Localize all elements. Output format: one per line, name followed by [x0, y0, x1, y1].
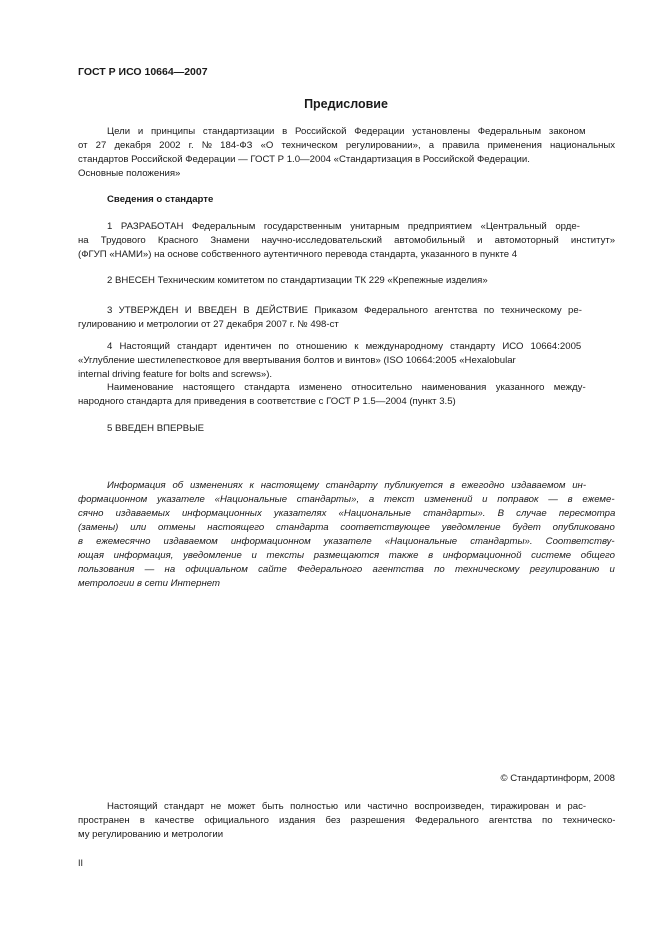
item-line: гулированию и метрологии от 27 декабря 2007 г. № 498-ст — [78, 319, 339, 330]
item-line: на Трудового Красного Знамени научно-исследовательский автомобильный и автомоторный институт» — [78, 235, 616, 246]
intro-line: Основные положения» — [78, 168, 181, 179]
changes-info-paragraph — [78, 479, 615, 591]
item-line: «Углубление шестилепестковое для ввертывания болтов и винтов» (ISO 10664:2005 «Hexalobular — [78, 355, 516, 366]
item-first-time — [78, 422, 615, 436]
copyright-notice: © Стандартинформ, 2008 — [500, 773, 615, 784]
item-identical — [78, 340, 615, 382]
item-line: 4 Настоящий стандарт идентичен по отношению к международному стандарту ИСО 10664:2005 — [107, 341, 582, 352]
item-line: 5 ВВЕДЕН ВПЕРВЫЕ — [107, 423, 205, 434]
intro-line: Цели и принципы стандартизации в Российской Федерации установлены Федеральным законом — [107, 126, 586, 137]
reproduction-line: му регулированию и метрологии — [78, 829, 224, 840]
item-line: 3 УТВЕРЖДЕН И ВВЕДЕН В ДЕЙСТВИЕ Приказом Федерального агентства по техническому ре- — [107, 305, 582, 316]
reproduction-notice — [78, 800, 615, 842]
item-line: (ФГУП «НАМИ») на основе собственного аутентичного перевода стандарта, указанного в пункте 4 — [78, 249, 518, 260]
page-number: II — [78, 858, 84, 868]
changes-info-line: (замены) или отмены настоящего стандарта соответствующее уведомление будет опубликовано — [78, 522, 615, 533]
reproduction-line: пространен в качестве официального издания без разрешения Федерального агентства по техническо- — [78, 815, 616, 826]
item-approved — [78, 304, 615, 332]
item-introduced — [78, 274, 615, 288]
changes-info-line: формационном указателе «Национальные стандарты», а текст изменений и поправок — в ежеме- — [78, 494, 615, 505]
changes-info-line: ющая информация, уведомление и тексты размещаются также в информационной системе общего — [78, 550, 615, 561]
intro-line: от 27 декабря 2002 г. № 184-ФЗ «О техническом регулировании», а правила применения национальных — [78, 140, 616, 151]
document-id: ГОСТ Р ИСО 10664—2007 — [78, 66, 208, 78]
info-heading: Сведения о стандарте — [107, 194, 214, 205]
reproduction-line: Настоящий стандарт не может быть полностью или частично воспроизведен, тиражирован и рас- — [107, 801, 587, 812]
intro-line: стандартов Российской Федерации — ГОСТ Р 1.0—2004 «Стандартизация в Российской Федерации. — [78, 154, 530, 165]
changes-info-line: в ежемесячно издаваемом информационном указателе «Национальные стандарты». Соответству- — [78, 536, 615, 547]
intro-paragraph — [78, 125, 615, 181]
item-line: народного стандарта для приведения в соответствие с ГОСТ Р 1.5—2004 (пункт 3.5) — [78, 396, 456, 407]
changes-info-line: пользования — на официальном сайте Федерального агентства по техническому регулированию и — [78, 564, 615, 575]
changes-info-line: Информация об изменениях к настоящему стандарту публикуется в ежегодно издаваемом ин- — [107, 480, 587, 491]
changes-info-line: метрологии в сети Интернет — [78, 578, 220, 589]
item-developed — [78, 220, 615, 262]
page-title: Предисловие — [304, 97, 388, 111]
item-line: internal driving feature for bolts and screws»). — [78, 369, 273, 380]
item-line: 2 ВНЕСЕН Техническим комитетом по стандартизации ТК 229 «Крепежные изделия» — [107, 275, 488, 286]
item-line: 1 РАЗРАБОТАН Федеральным государственным унитарным предприятием «Центральный орде- — [107, 221, 580, 232]
changes-info-line: сячно издаваемых информационных указателях «Национальные стандарты». В случае пересмотра — [78, 508, 616, 519]
item-line: Наименование настоящего стандарта изменено относительно наименования указанного между- — [107, 382, 586, 393]
item-name-change — [78, 381, 615, 409]
